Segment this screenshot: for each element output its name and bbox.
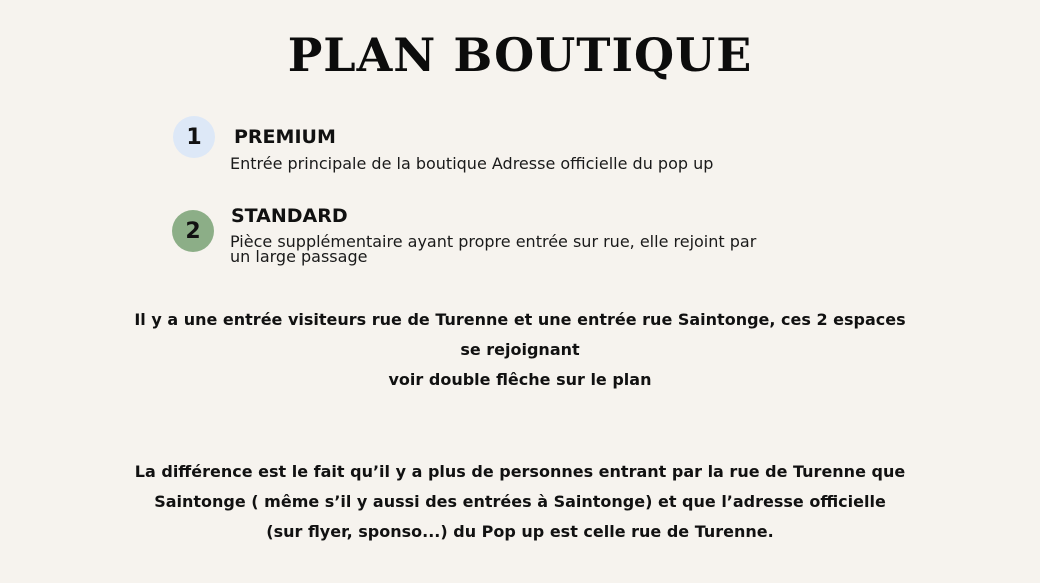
- entrances-paragraph: [60, 305, 980, 395]
- paragraph-line: voir double flêche sur le plan: [388, 370, 652, 389]
- tier-name-premium: PREMIUM: [234, 126, 336, 148]
- paragraph-line: Il y a une entrée visiteurs rue de Turenne et une entrée rue Saintonge, ces 2 espaces: [134, 310, 906, 329]
- difference-paragraph: [60, 457, 980, 547]
- tier-description-line: Pièce supplémentaire ayant propre entrée sur rue, elle rejoint par: [230, 232, 757, 251]
- paragraph-line: se rejoignant: [460, 340, 580, 359]
- paragraph-line: Saintonge ( même s’il y aussi des entrées à Saintonge) et que l’adresse officielle: [154, 492, 886, 511]
- page-title: PLAN BOUTIQUE: [287, 28, 753, 82]
- tier-number-badge-1: 1: [173, 116, 215, 158]
- tier-description-line: un large passage: [230, 247, 368, 266]
- paragraph-line: La différence est le fait qu’il y a plus de personnes entrant par la rue de Turenne que: [134, 462, 906, 481]
- tier-description-standard: [230, 234, 870, 264]
- tier-name-standard: STANDARD: [231, 205, 348, 227]
- tier-description-premium: Entrée principale de la boutique Adresse officielle du pop up: [230, 154, 714, 173]
- paragraph-line: (sur flyer, sponso...) du Pop up est celle rue de Turenne.: [266, 522, 774, 541]
- tier-number-badge-2: 2: [172, 210, 214, 252]
